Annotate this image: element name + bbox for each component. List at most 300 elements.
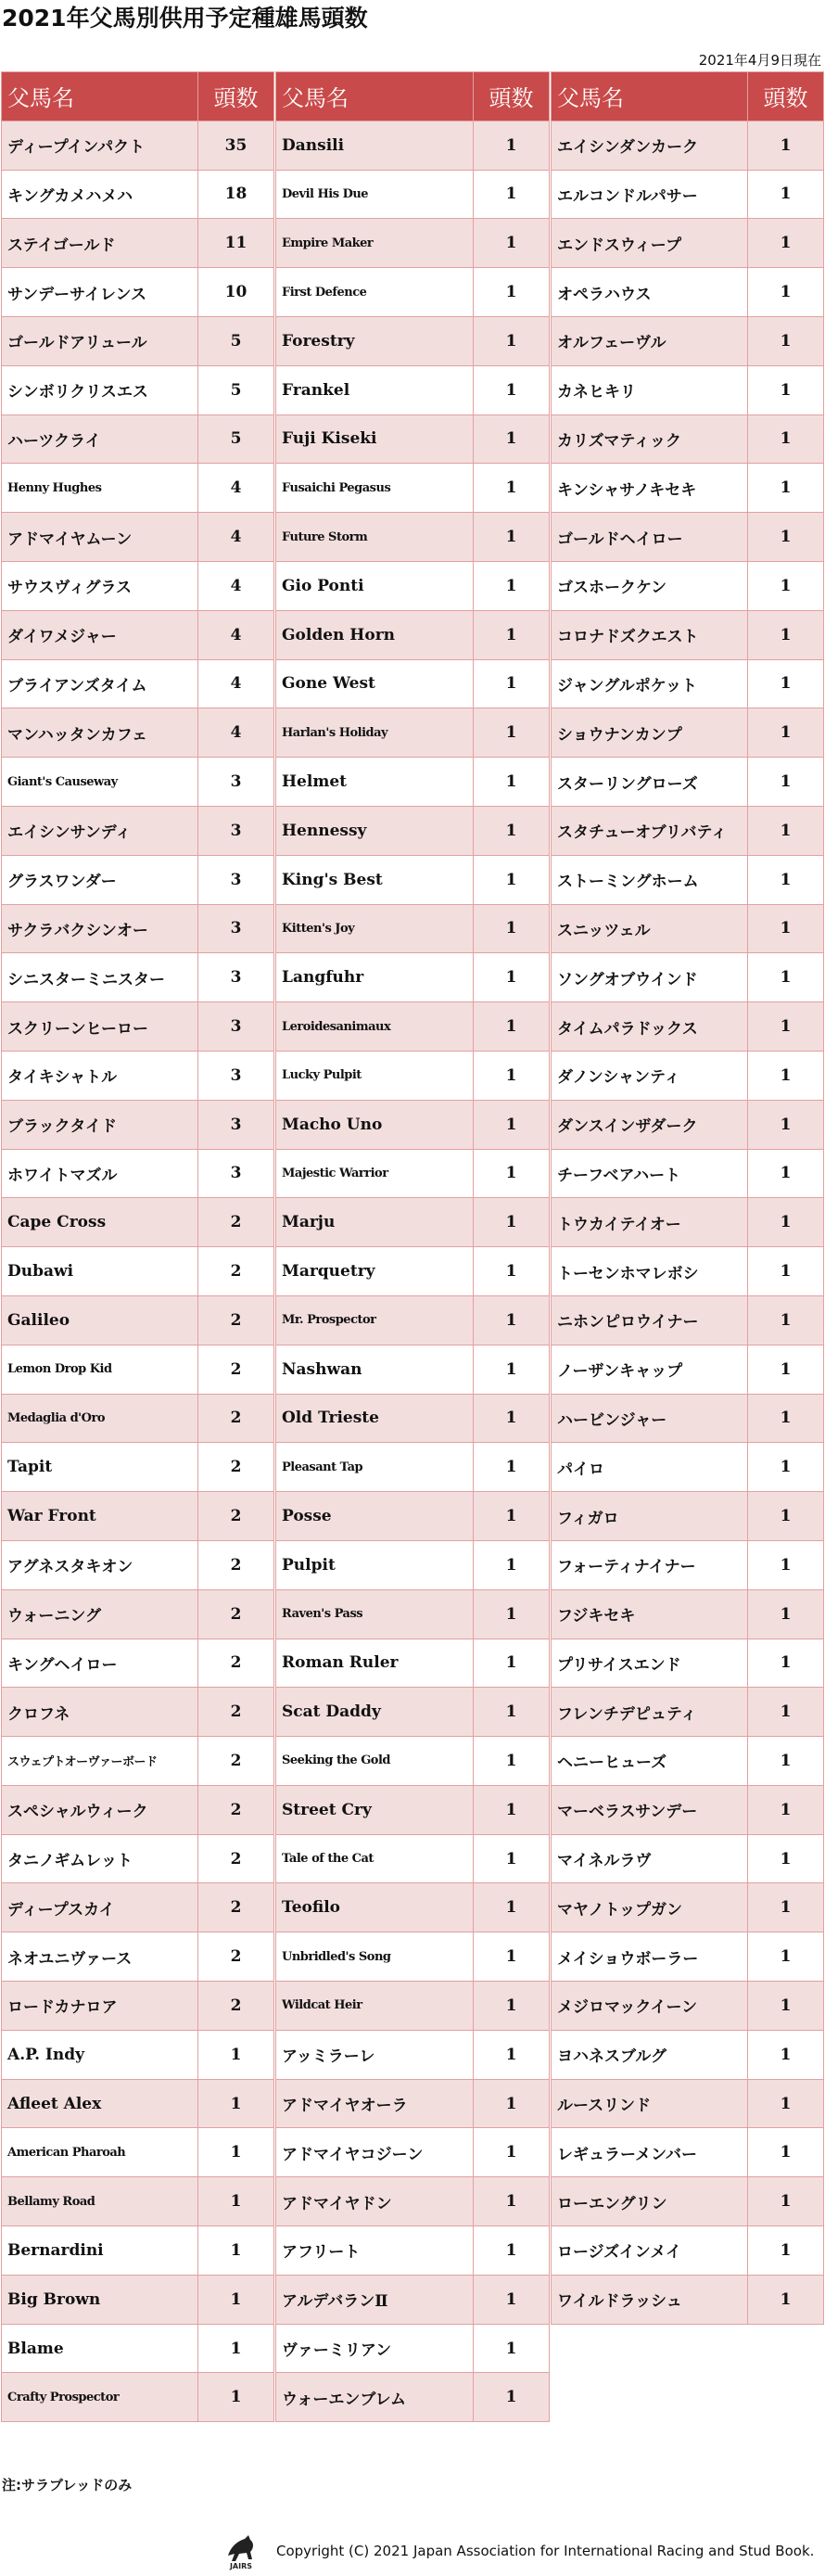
table-row — [552, 268, 824, 317]
count-cell: 1 — [474, 219, 550, 268]
table-row — [2, 1247, 274, 1296]
sire-name-cell: Giant's Causeway — [2, 758, 198, 807]
count-cell: 3 — [198, 758, 274, 807]
table-row — [276, 268, 550, 317]
table-row — [552, 904, 824, 953]
sire-name-cell: Fuji Kiseki — [276, 414, 474, 464]
table-row — [276, 855, 550, 904]
table-row — [552, 1394, 824, 1443]
count-cell: 5 — [198, 365, 274, 414]
sire-name-cell: トーセンホマレボシ — [552, 1247, 748, 1296]
count-cell: 1 — [748, 1295, 824, 1345]
table-row — [276, 610, 550, 659]
table-row — [2, 1295, 274, 1345]
sire-name-cell: アドマイヤドン — [276, 2177, 474, 2226]
table-row — [2, 708, 274, 758]
table-row — [552, 2275, 824, 2324]
count-cell: 1 — [474, 2177, 550, 2226]
count-cell: 3 — [198, 904, 274, 953]
count-cell: 1 — [748, 414, 824, 464]
table-row — [2, 268, 274, 317]
table-row — [552, 464, 824, 513]
sire-name-cell: キングカメハメハ — [2, 170, 198, 219]
sire-name-cell: ハーツクライ — [2, 414, 198, 464]
sire-name-cell: ディープスカイ — [2, 1883, 198, 1932]
count-cell: 2 — [198, 1540, 274, 1589]
sire-name-cell: ヘニーヒューズ — [552, 1737, 748, 1786]
sire-name-cell: Majestic Warrior — [276, 1149, 474, 1198]
count-cell: 35 — [198, 121, 274, 170]
count-cell: 1 — [474, 414, 550, 464]
sire-name-cell: アドマイヤオーラ — [276, 2079, 474, 2128]
count-cell: 1 — [474, 170, 550, 219]
sire-name-cell: スニッツェル — [552, 904, 748, 953]
count-cell: 1 — [474, 1639, 550, 1688]
sire-name-cell: Marju — [276, 1198, 474, 1247]
sire-name-cell: ジャングルポケット — [552, 659, 748, 708]
table-row — [276, 1883, 550, 1932]
sire-name-cell: アフリート — [276, 2226, 474, 2276]
table-row — [2, 121, 274, 170]
table-row — [552, 1198, 824, 1247]
sire-name-cell: Golden Horn — [276, 610, 474, 659]
sire-name-cell: アグネスタキオン — [2, 1540, 198, 1589]
count-cell: 4 — [198, 610, 274, 659]
sire-name-cell: Bellamy Road — [2, 2177, 198, 2226]
count-cell: 1 — [474, 806, 550, 855]
sire-name-cell: アドマイヤムーン — [2, 513, 198, 562]
sire-name-cell: A.P. Indy — [2, 2030, 198, 2079]
count-cell: 3 — [198, 1100, 274, 1149]
table-row — [2, 1982, 274, 2031]
count-cell: 1 — [474, 2226, 550, 2276]
table-row — [276, 1002, 550, 1052]
table-row — [276, 464, 550, 513]
table-row — [2, 464, 274, 513]
table-row — [552, 1737, 824, 1786]
table-row — [2, 414, 274, 464]
header-sire-name: 父馬名 — [2, 72, 198, 121]
table-row — [552, 758, 824, 807]
count-cell: 1 — [748, 1785, 824, 1834]
sire-name-cell: フォーティナイナー — [552, 1540, 748, 1589]
sire-name-cell: トウカイテイオー — [552, 1198, 748, 1247]
header-sire-name: 父馬名 — [276, 72, 474, 121]
table-row — [2, 513, 274, 562]
count-cell: 1 — [474, 2373, 550, 2422]
count-cell: 3 — [198, 1149, 274, 1198]
count-cell: 1 — [748, 1100, 824, 1149]
table-row — [2, 1785, 274, 1834]
sire-name-cell: タイムパラドックス — [552, 1002, 748, 1052]
sire-name-cell: ショウナンカンプ — [552, 708, 748, 758]
table-row — [2, 1149, 274, 1198]
count-cell: 1 — [748, 561, 824, 610]
sire-name-cell: コロナドズクエスト — [552, 610, 748, 659]
table-row — [552, 1932, 824, 1982]
sire-name-cell: Street Cry — [276, 1785, 474, 1834]
sire-name-cell: ストーミングホーム — [552, 855, 748, 904]
table-row — [276, 806, 550, 855]
table-row — [276, 2079, 550, 2128]
table-row — [552, 365, 824, 414]
table-row — [2, 1540, 274, 1589]
sire-name-cell: Tapit — [2, 1443, 198, 1492]
sire-name-cell: Gone West — [276, 659, 474, 708]
count-cell: 1 — [748, 1737, 824, 1786]
count-cell: 5 — [198, 316, 274, 365]
sire-name-cell: タニノギムレット — [2, 1834, 198, 1883]
count-cell: 1 — [198, 2079, 274, 2128]
sire-name-cell: Big Brown — [2, 2275, 198, 2324]
as-of-date: 2021年4月9日現在 — [698, 52, 821, 69]
count-cell: 1 — [474, 1295, 550, 1345]
sire-name-cell: ローエングリン — [552, 2177, 748, 2226]
sire-name-cell: ブラックタイド — [2, 1100, 198, 1149]
count-cell: 1 — [748, 513, 824, 562]
count-cell: 3 — [198, 953, 274, 1002]
table-row — [2, 1345, 274, 1394]
sire-name-cell: スペシャルウィーク — [2, 1785, 198, 1834]
count-cell: 2 — [198, 1639, 274, 1688]
count-cell: 1 — [748, 121, 824, 170]
sire-name-cell: チーフベアハート — [552, 1149, 748, 1198]
sire-name-cell: Pulpit — [276, 1540, 474, 1589]
sire-name-cell: マンハッタンカフェ — [2, 708, 198, 758]
count-cell: 1 — [748, 1834, 824, 1883]
count-cell: 1 — [748, 708, 824, 758]
count-cell: 1 — [474, 1198, 550, 1247]
table-row — [2, 953, 274, 1002]
count-cell: 1 — [748, 1540, 824, 1589]
table-row — [276, 1639, 550, 1688]
count-cell: 1 — [198, 2226, 274, 2276]
table-row — [276, 316, 550, 365]
jairs-logo-icon — [222, 2531, 260, 2570]
count-cell: 1 — [474, 610, 550, 659]
count-cell: 1 — [748, 953, 824, 1002]
table-row — [2, 2226, 274, 2276]
count-cell: 5 — [198, 414, 274, 464]
sire-name-cell: サクラバクシンオー — [2, 904, 198, 953]
table-row — [2, 1100, 274, 1149]
sire-name-cell: Marquetry — [276, 1247, 474, 1296]
count-cell: 1 — [748, 2275, 824, 2324]
table-row — [552, 1589, 824, 1639]
table-row — [276, 953, 550, 1002]
sire-name-cell: ウォーエンブレム — [276, 2373, 474, 2422]
count-cell: 3 — [198, 806, 274, 855]
count-cell: 1 — [474, 1149, 550, 1198]
sire-name-cell: ハービンジャー — [552, 1394, 748, 1443]
sire-name-cell: Roman Ruler — [276, 1639, 474, 1688]
count-cell: 1 — [748, 1051, 824, 1100]
sire-name-cell: ロードカナロア — [2, 1982, 198, 2031]
table-row — [552, 1295, 824, 1345]
count-cell: 1 — [474, 1540, 550, 1589]
count-cell: 2 — [198, 1737, 274, 1786]
count-cell: 4 — [198, 659, 274, 708]
count-cell: 1 — [198, 2128, 274, 2177]
table-row — [552, 1051, 824, 1100]
table-row — [2, 758, 274, 807]
count-cell: 1 — [748, 1688, 824, 1737]
table-row — [552, 2226, 824, 2276]
sire-name-cell: Leroidesanimaux — [276, 1002, 474, 1052]
count-cell: 3 — [198, 855, 274, 904]
sire-name-cell: ニホンピロウイナー — [552, 1295, 748, 1345]
table-row — [552, 414, 824, 464]
sire-name-cell: Mr. Prospector — [276, 1295, 474, 1345]
table-row — [276, 170, 550, 219]
count-cell: 1 — [198, 2177, 274, 2226]
table-row — [276, 1589, 550, 1639]
count-cell: 2 — [198, 1492, 274, 1541]
table-row — [276, 219, 550, 268]
table-row — [276, 1932, 550, 1982]
sire-name-cell: フィガロ — [552, 1492, 748, 1541]
table-row — [276, 2373, 550, 2422]
sire-name-cell: Old Trieste — [276, 1394, 474, 1443]
count-cell: 1 — [474, 268, 550, 317]
count-cell: 4 — [198, 464, 274, 513]
header-count: 頭数 — [198, 72, 274, 121]
table-row — [276, 2324, 550, 2373]
table-row — [552, 1883, 824, 1932]
count-cell: 1 — [748, 1198, 824, 1247]
table-row — [2, 1051, 274, 1100]
sire-name-cell: Frankel — [276, 365, 474, 414]
count-cell: 4 — [198, 708, 274, 758]
count-cell: 1 — [474, 953, 550, 1002]
sire-name-cell: マヤノトップガン — [552, 1883, 748, 1932]
table-row — [552, 1002, 824, 1052]
sire-name-cell: ゴールドヘイロー — [552, 513, 748, 562]
logo-text: JAIRS — [229, 2562, 253, 2570]
table-row — [2, 2373, 274, 2422]
table-row — [2, 1492, 274, 1541]
table-row — [552, 610, 824, 659]
sire-name-cell: Future Storm — [276, 513, 474, 562]
count-cell: 2 — [198, 1982, 274, 2031]
table-row — [2, 1394, 274, 1443]
sire-name-cell: キンシャサノキセキ — [552, 464, 748, 513]
table-row — [276, 2177, 550, 2226]
sire-name-cell: ディープインパクト — [2, 121, 198, 170]
count-cell: 1 — [474, 2030, 550, 2079]
count-cell: 1 — [474, 1932, 550, 1982]
sire-name-cell: Blame — [2, 2324, 198, 2373]
count-cell: 2 — [198, 1932, 274, 1982]
table-row — [2, 904, 274, 953]
sire-name-cell: ブライアンズタイム — [2, 659, 198, 708]
sire-name-cell: キングヘイロー — [2, 1639, 198, 1688]
sire-name-cell: Scat Daddy — [276, 1688, 474, 1737]
table-row — [552, 1540, 824, 1589]
count-cell: 2 — [198, 1883, 274, 1932]
sire-name-cell: Fusaichi Pegasus — [276, 464, 474, 513]
sire-name-cell: Wildcat Heir — [276, 1982, 474, 2031]
count-cell: 11 — [198, 219, 274, 268]
table-row — [2, 2030, 274, 2079]
sire-name-cell: Helmet — [276, 758, 474, 807]
count-cell: 2 — [198, 1589, 274, 1639]
sire-name-cell: Henny Hughes — [2, 464, 198, 513]
table-row — [552, 806, 824, 855]
table-row — [276, 659, 550, 708]
table-row — [276, 2128, 550, 2177]
table-row — [552, 170, 824, 219]
sire-name-cell: ステイゴールド — [2, 219, 198, 268]
count-cell: 1 — [474, 2275, 550, 2324]
table-row — [552, 121, 824, 170]
sire-name-cell: オルフェーヴル — [552, 316, 748, 365]
sire-name-cell: ヨハネスブルグ — [552, 2030, 748, 2079]
sire-name-cell: レギュラーメンバー — [552, 2128, 748, 2177]
sire-name-cell: ホワイトマズル — [2, 1149, 198, 1198]
count-cell: 1 — [474, 1589, 550, 1639]
table-row — [2, 1688, 274, 1737]
count-cell: 1 — [748, 2177, 824, 2226]
count-cell: 1 — [474, 513, 550, 562]
count-cell: 1 — [748, 1443, 824, 1492]
sire-name-cell: Teofilo — [276, 1883, 474, 1932]
sire-name-cell: First Defence — [276, 268, 474, 317]
sire-name-cell: ロージズインメイ — [552, 2226, 748, 2276]
copyright: Copyright (C) 2021 Japan Association for International Racing and Stud Book. — [276, 2543, 815, 2559]
sire-name-cell: カリズマティック — [552, 414, 748, 464]
sire-name-cell: ダノンシャンティ — [552, 1051, 748, 1100]
count-cell: 1 — [748, 855, 824, 904]
count-cell: 1 — [748, 1149, 824, 1198]
table-row — [276, 1785, 550, 1834]
count-cell: 1 — [474, 1247, 550, 1296]
table-row — [276, 1394, 550, 1443]
table-row — [276, 1051, 550, 1100]
table-row — [2, 659, 274, 708]
sire-name-cell: Lemon Drop Kid — [2, 1345, 198, 1394]
count-cell: 1 — [474, 1492, 550, 1541]
sire-name-cell: Dansili — [276, 121, 474, 170]
count-cell: 3 — [198, 1051, 274, 1100]
sire-name-cell: スウェプトオーヴァーボード — [2, 1737, 198, 1786]
sire-name-cell: American Pharoah — [2, 2128, 198, 2177]
table-row — [2, 1932, 274, 1982]
table-row — [2, 561, 274, 610]
count-cell: 1 — [474, 708, 550, 758]
sire-name-cell: Pleasant Tap — [276, 1443, 474, 1492]
table-row — [2, 1737, 274, 1786]
table-row — [276, 708, 550, 758]
table-row — [276, 1982, 550, 2031]
count-cell: 1 — [748, 806, 824, 855]
sire-table-column-3 — [551, 71, 824, 2325]
count-cell: 1 — [474, 2324, 550, 2373]
sire-name-cell: エンドスウィープ — [552, 219, 748, 268]
count-cell: 3 — [198, 1002, 274, 1052]
page-title: 2021年父馬別供用予定種雄馬頭数 — [2, 5, 368, 32]
table-row — [552, 953, 824, 1002]
count-cell: 1 — [748, 1345, 824, 1394]
table-row — [552, 1100, 824, 1149]
count-cell: 1 — [474, 758, 550, 807]
table-row — [552, 1345, 824, 1394]
sire-name-cell: ノーザンキャップ — [552, 1345, 748, 1394]
table-row — [552, 659, 824, 708]
count-cell: 1 — [198, 2030, 274, 2079]
sire-name-cell: Crafty Prospector — [2, 2373, 198, 2422]
sire-name-cell: ウォーニング — [2, 1589, 198, 1639]
count-cell: 1 — [474, 1051, 550, 1100]
table-row — [276, 2030, 550, 2079]
table-row — [552, 219, 824, 268]
table-row — [276, 1295, 550, 1345]
sire-name-cell: Medaglia d'Oro — [2, 1394, 198, 1443]
sire-name-cell: クロフネ — [2, 1688, 198, 1737]
sire-name-cell: ネオユニヴァース — [2, 1932, 198, 1982]
sire-name-cell: Bernardini — [2, 2226, 198, 2276]
table-row — [2, 1883, 274, 1932]
table-row — [276, 1247, 550, 1296]
sire-name-cell: メイショウボーラー — [552, 1932, 748, 1982]
table-row — [2, 1443, 274, 1492]
table-row — [552, 561, 824, 610]
count-cell: 1 — [474, 904, 550, 953]
sire-name-cell: エイシンダンカーク — [552, 121, 748, 170]
table-row — [2, 316, 274, 365]
table-row — [2, 2324, 274, 2373]
table-row — [552, 1982, 824, 2031]
table-row — [2, 1002, 274, 1052]
sire-name-cell: Posse — [276, 1492, 474, 1541]
count-cell: 1 — [748, 1394, 824, 1443]
sire-name-cell: Devil His Due — [276, 170, 474, 219]
table-row — [276, 414, 550, 464]
sire-name-cell: フジキセキ — [552, 1589, 748, 1639]
sire-name-cell: マーベラスサンデー — [552, 1785, 748, 1834]
table-row — [276, 2226, 550, 2276]
footnote: 注:サラブレッドのみ — [2, 2477, 133, 2493]
count-cell: 1 — [748, 2079, 824, 2128]
sire-name-cell: King's Best — [276, 855, 474, 904]
table-row — [552, 1443, 824, 1492]
sire-name-cell: Gio Ponti — [276, 561, 474, 610]
sire-name-cell: Kitten's Joy — [276, 904, 474, 953]
header-sire-name: 父馬名 — [552, 72, 748, 121]
count-cell: 1 — [474, 855, 550, 904]
sire-name-cell: Macho Uno — [276, 1100, 474, 1149]
sire-name-cell: メジロマックイーン — [552, 1982, 748, 2031]
sire-name-cell: グラスワンダー — [2, 855, 198, 904]
count-cell: 1 — [474, 464, 550, 513]
count-cell: 2 — [198, 1834, 274, 1883]
table-row — [276, 758, 550, 807]
count-cell: 4 — [198, 561, 274, 610]
table-row — [276, 1540, 550, 1589]
count-cell: 2 — [198, 1443, 274, 1492]
count-cell: 2 — [198, 1345, 274, 1394]
count-cell: 2 — [198, 1394, 274, 1443]
table-row — [2, 806, 274, 855]
table-row — [2, 1589, 274, 1639]
count-cell: 1 — [748, 316, 824, 365]
table-row — [552, 1639, 824, 1688]
table-row — [552, 1492, 824, 1541]
sire-name-cell: シニスターミニスター — [2, 953, 198, 1002]
sire-name-cell: Lucky Pulpit — [276, 1051, 474, 1100]
count-cell: 1 — [474, 561, 550, 610]
sire-name-cell: Cape Cross — [2, 1198, 198, 1247]
